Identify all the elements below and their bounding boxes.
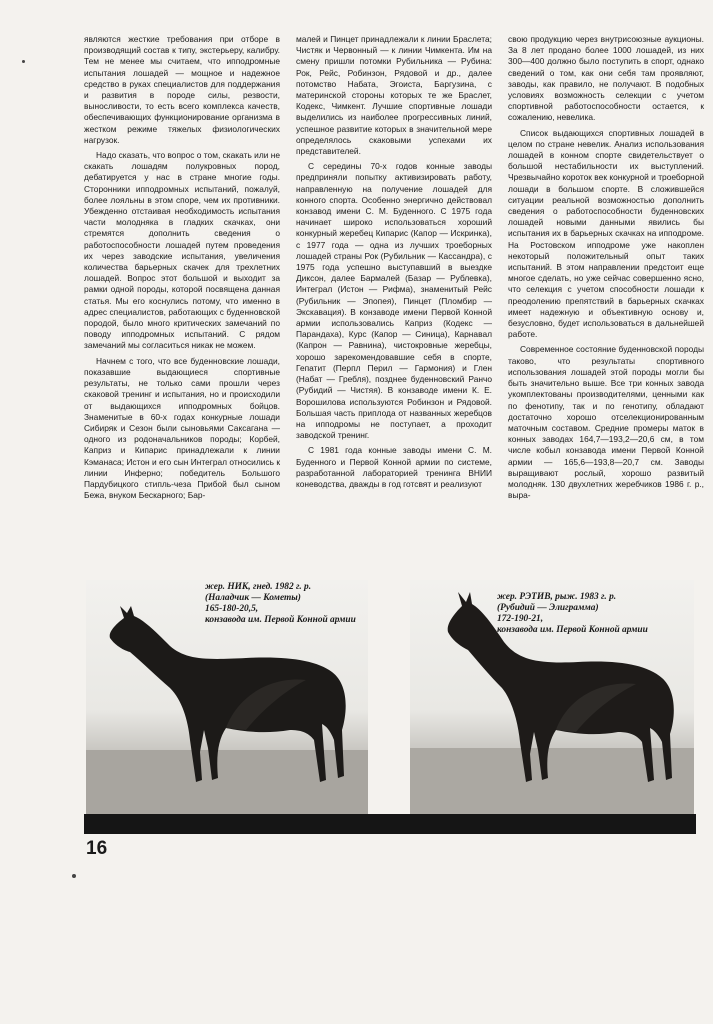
- caption-farm: конзавода им. Первой Конной армии: [205, 615, 356, 625]
- caption-pedigree: (Наладчик — Кометы): [205, 593, 301, 603]
- text-column-2: [296, 34, 492, 490]
- caption-farm: конзавода им. Первой Конной армии: [497, 625, 648, 635]
- caption-pedigree: (Рубидий — Элиграмма): [497, 603, 599, 613]
- paragraph: свою продукцию через внутрисоюзные аукционы. За 8 лет продано более 1000 лошадей, из них 300—400 должно было поступить в спорт, однако сведений о том, как они себя там проявляют, заводы, как правило, не получают. В подобных условиях возможность селекции с учетом спортивной работоспособности остается, к сожалению, невелика.: [508, 34, 704, 123]
- text-column-3: [508, 34, 704, 501]
- paragraph: Список выдающихся спортивных лошадей в целом по стране невелик. Анализ использования лошадей в конном спорте свидетельствует о большой нестабильности их выступлений. Чрезвычайно короток век конкурной и троеборной лошади в большом спорте. В сложившейся ситуации реальной возможностью дополнить сведения о работоспособности буденновских лошадей новыми данными явились бы испытания их в барьерных скачках на ипподроме. На Ростовском ипподроме уже накоплен некоторый положительный опыт таких испытаний. В этом направлении предстоит еще многое сделать, но уже сейчас совершенно ясно, что селекция с учетом способности лошади к преодолению препятствий в барьерных скачках имеет надежную и объективную основу и, безусловно, будет использоваться в дальнейшей работе.: [508, 127, 704, 340]
- caption-title: жер. РЭТИВ, рыж. 1983 г. р.: [497, 592, 617, 602]
- caption-title: жер. НИК, гнед. 1982 г. р.: [205, 582, 312, 592]
- paragraph: являются жесткие требования при отборе в производящий состав к типу, экстерьеру, калибру. Тем не менее мы считаем, что ипподромные испытания лошадей — мощное и надежное средство в руках специалистов для поддержания и развития в породе силы, резвости, выносливости, то есть всего комплекса качеств, обеспечивающих функционирование организма в жестком режиме тяжелых физиологических нагрузок.: [84, 34, 280, 145]
- page-number: 16: [86, 838, 108, 859]
- paragraph: Начнем с того, что все буденновские лошади, показавшие выдающиеся спортивные результаты, не только сами прошли через скаковой тренинг и испытания, но и происходили от выдающихся ипподромных бойцов. Знаменитые в 60-х годах конкурные лошади Сибиряк и Сезон были сыновьями Саксагана — одного из родоначальников породы; Корбей, Каприз и Кипарис принадлежали к линии Кэманаса; Истон и его сын Интеграл относились к линии Инферно; победитель Большого Пардубицкого стипль-чеза Прибой был сыном Бежа, внуком Бескарного; Бар-: [84, 355, 280, 501]
- margin-punch-mark: [72, 874, 76, 878]
- caption-measurements: 165-180-20,5,: [205, 604, 259, 614]
- text-column-1: [84, 34, 280, 501]
- paragraph: С 1981 года конные заводы имени С. М. Буденного и Первой Конной армии по системе, разработанной лабораторией тренинга ВНИИ коневодства, дважды в год готсвят и реализуют: [296, 445, 492, 489]
- paragraph: малей и Пинцет принадлежали к линии Браслета; Чистяк и Червонный — к линии Чимкента. Им на смену пришли потомки Рубильника — Рубина: Рок, Рейс, Робинзон, Рядовой и др., далее потомство Набата, Эгоиста, Баргузина, с материнской стороны которых те же Браслет, Кодекс, Чимкент. Лучшие спортивные лошади выделились из наиболее прогрессивных линий, успешное развитие которых в значительной мере определялось скаковыми успехами их представителей.: [296, 34, 492, 157]
- bottom-black-strip: [84, 814, 696, 834]
- horse-name: РЭТИВ: [519, 592, 551, 602]
- caption-retiv: [497, 592, 707, 636]
- paragraph: Надо сказать, что вопрос о том, скакать или не скакать лошадям полукровных пород, дебатируется у нас в стране многие годы. Сторонники ипподромных испытаний, пожалуй, более лояльны в этом споре, чем их противники. Убежденно отстаивая необходимость испытания части молодняка в гладких скачках, они стремятся дополнить сведения о работоспособности лошадей путем проведения их через заводские испытания, увеличения количества барьерных скачек для трехлетних лошадей. Вопрос этот большой и выходит за рамки одной породы, которой посвящена данная статья. Мы его коснулись потому, что именно в адрес специалистов, работающих с буденновской породой, было много критических замечаний по поводу ипподромных испытаний. С рядом замечаний мы согласиться никак не можем.: [84, 150, 281, 351]
- caption-measurements: 172-190-21,: [497, 614, 544, 624]
- caption-nik: [205, 582, 415, 626]
- paragraph: Современное состояние буденновской породы таково, что результаты спортивного использования лошадей этой породы могли бы быть значительно выше. Все три конных завода укомплектованы производителями, ценными как по фенотипу, так и по генотипу, обладают достаточно хорошо отселекционированным маточным составом. Средние промеры маток в конных заводах 164,7—193,2—20,6 см, в том числе кобыл конзавода имени Первой Конной армии — 165,6—193,8—20,7 см. Заводы выращивают рослый, хорошо развитый молодняк. 130 двухлетних жеребчиков 1986 г. р., выра-: [508, 344, 704, 501]
- horse-name: НИК: [227, 582, 249, 592]
- paragraph: С середины 70-х годов конные заводы предприняли попытку активизировать работу, направленную на получение лошадей для конного спорта. Особенно энергично действовал конзавод имени С. М. Буденного. С 1975 года начинает широко использоваться хороший конкурный жеребец Кипарис (Капор — Искринка), с 1977 года — одна из лучших троеборных лошадей страны Рок (Рубильник — Кассандра), с 1975 года успешно выступавший в выездке Диксон, далее Бармалей (Базар — Рублевка), Интеграл (Истон — Рифма), знаменитый Рейс (Рубильник — Эпопея), Пинцет (Пломбир — Экскавация). В конзаводе имени Первой Конной армии использовались Каприз (Кодекс — Парандаха), Курс (Капор — Синица), Карнавал (Капрон — Равнина), чистокровные жеребцы, хорошо зарекомендовавшие себя в спорте, Гепатит (Перпл Перил — Гармония) и Глен (Набат — Гребля), позднее буденновский Ранчо (Рубидий — Чистяя). В конзаводе имени К. Е. Ворошилова используются Робинзон и Рядовой. Большая часть приплода от названных жеребцов на ипподромы не поступает, а проходит заводской тренинг.: [296, 161, 492, 441]
- margin-punch-mark: [22, 60, 25, 63]
